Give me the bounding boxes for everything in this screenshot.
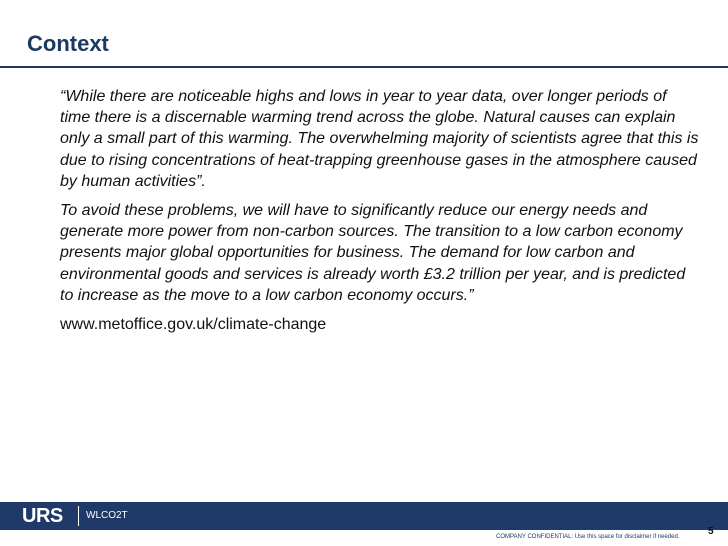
disclaimer-text: COMPANY CONFIDENTIAL: Use this space for disclaimer if needed. — [496, 534, 680, 540]
footer-divider — [78, 506, 79, 526]
slide-title: Context — [27, 31, 109, 56]
slide-body — [60, 86, 700, 343]
quote-paragraph-1: “While there are noticeable highs and lows in year to year data, over longer periods of time there is a discernable warming trend across the globe. Natural causes can explain only a small part of this warming. The overwhelming majority of scientists agree that this is due to rising concentrations of heat-trapping greenhouse gases in the atmosphere caused by human activities”. — [60, 88, 699, 190]
quote-paragraph-2: To avoid these problems, we will have to significantly reduce our energy needs and generate more power from non-carbon sources. The transition to a low carbon economy presents major global opportunities for business. The demand for low carbon and environmental goods and services is already worth £3.2 trillion per year, and is predicted to increase as the move to a low carbon economy occurs.” — [60, 202, 686, 304]
source-url: www.metoffice.gov.uk/climate-change — [60, 316, 327, 334]
title-divider — [0, 66, 728, 68]
page-number: 5 — [708, 526, 714, 537]
project-code: WLCO2T — [86, 510, 128, 521]
urs-logo: URS — [22, 504, 63, 527]
